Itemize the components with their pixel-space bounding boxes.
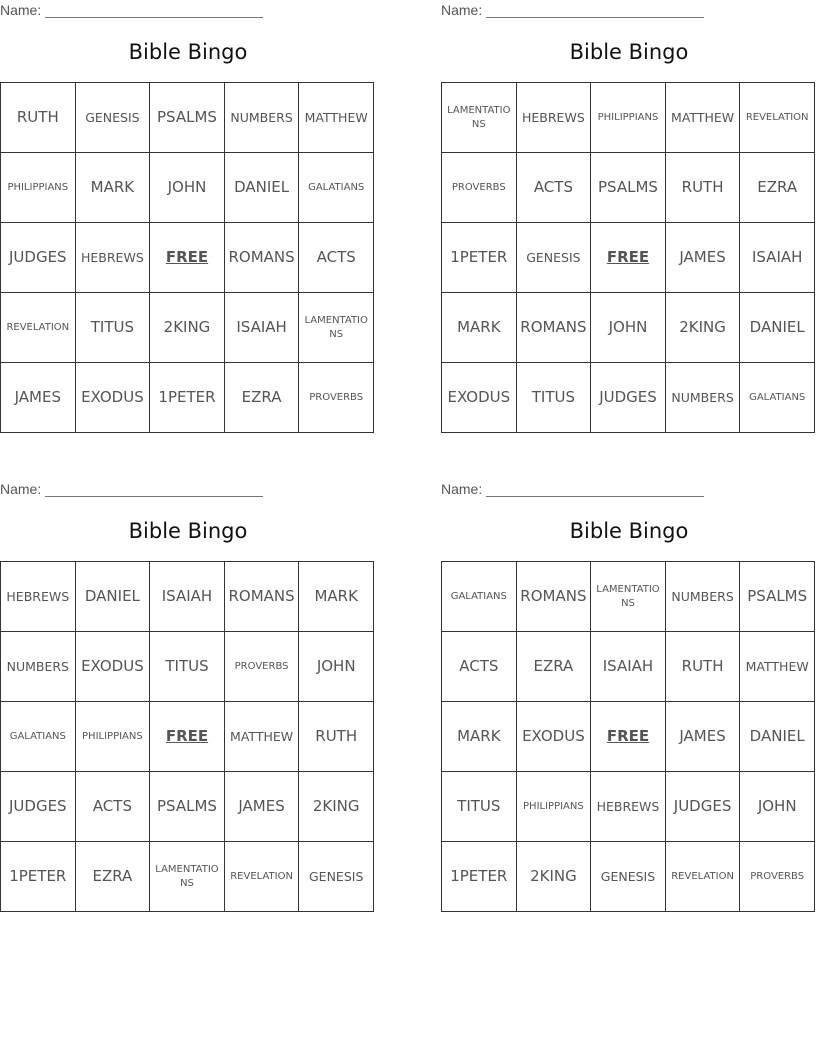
- free-space-cell: FREE: [591, 702, 666, 772]
- bingo-cell: JOHN: [740, 772, 815, 842]
- card-title: Bible Bingo: [569, 40, 689, 64]
- bingo-cell: ACTS: [442, 632, 517, 702]
- name-label: Name:: [0, 481, 42, 497]
- bingo-cell: JAMES: [224, 772, 299, 842]
- bingo-cell: HEBREWS: [591, 772, 666, 842]
- bingo-cell: PHILIPPIANS: [75, 702, 150, 772]
- bingo-cell: 2KING: [665, 293, 740, 363]
- card-title: Bible Bingo: [128, 519, 248, 543]
- free-space-cell: FREE: [591, 223, 666, 293]
- bingo-cell: 1PETER: [442, 223, 517, 293]
- bingo-cell: EZRA: [224, 363, 299, 433]
- bingo-row: [442, 562, 815, 632]
- bingo-cell: MARK: [299, 562, 374, 632]
- bingo-cell: REVELATION: [740, 83, 815, 153]
- bingo-cell: ISAIAH: [224, 293, 299, 363]
- bingo-cell: LAMENTATIONS: [150, 842, 225, 912]
- bingo-cell: PHILIPPIANS: [591, 83, 666, 153]
- bingo-cell: GALATIANS: [299, 153, 374, 223]
- bingo-cell: LAMENTATIONS: [299, 293, 374, 363]
- name-label: Name:: [441, 481, 483, 497]
- name-label: Name:: [0, 2, 42, 18]
- bingo-grid: [0, 82, 374, 433]
- bingo-cell: DANIEL: [740, 702, 815, 772]
- bingo-cell: ACTS: [75, 772, 150, 842]
- bingo-cell: ROMANS: [516, 562, 591, 632]
- bingo-cell: JAMES: [1, 363, 76, 433]
- bingo-cell: GENESIS: [516, 223, 591, 293]
- bingo-cell: DANIEL: [75, 562, 150, 632]
- bingo-cell: PROVERBS: [740, 842, 815, 912]
- free-space-cell: FREE: [150, 702, 225, 772]
- bingo-cell: PSALMS: [740, 562, 815, 632]
- bingo-cell: LAMENTATIONS: [591, 562, 666, 632]
- bingo-cell: EXODUS: [75, 632, 150, 702]
- name-field[interactable]: [0, 2, 263, 20]
- bingo-cell: REVELATION: [665, 842, 740, 912]
- bingo-row: [1, 772, 374, 842]
- bingo-cell: JUDGES: [665, 772, 740, 842]
- bingo-cell: PROVERBS: [299, 363, 374, 433]
- bingo-row: [442, 153, 815, 223]
- bingo-cell: HEBREWS: [75, 223, 150, 293]
- name-blank-line[interactable]: [486, 482, 704, 497]
- name-blank-line[interactable]: [45, 482, 263, 497]
- bingo-cell: EXODUS: [442, 363, 517, 433]
- bingo-cell: 1PETER: [1, 842, 76, 912]
- bingo-cell: HEBREWS: [516, 83, 591, 153]
- bingo-cell: JOHN: [150, 153, 225, 223]
- bingo-row: [442, 223, 815, 293]
- bingo-row: [442, 293, 815, 363]
- bingo-cell: 2KING: [299, 772, 374, 842]
- bingo-cell: EXODUS: [75, 363, 150, 433]
- bingo-cell: MATTHEW: [665, 83, 740, 153]
- bingo-row: [1, 223, 374, 293]
- bingo-cell: EZRA: [75, 842, 150, 912]
- bingo-cell: ROMANS: [224, 223, 299, 293]
- name-blank-line[interactable]: [45, 3, 263, 18]
- bingo-row: [1, 363, 374, 433]
- bingo-cell: REVELATION: [1, 293, 76, 363]
- bingo-row: [442, 702, 815, 772]
- bingo-cell: TITUS: [442, 772, 517, 842]
- bingo-row: [442, 632, 815, 702]
- bingo-cell: ROMANS: [224, 562, 299, 632]
- card-title: Bible Bingo: [569, 519, 689, 543]
- bingo-cell: PSALMS: [591, 153, 666, 223]
- bingo-cell: 1PETER: [442, 842, 517, 912]
- bingo-cell: NUMBERS: [1, 632, 76, 702]
- bingo-cell: 2KING: [150, 293, 225, 363]
- bingo-cell: NUMBERS: [665, 363, 740, 433]
- bingo-cell: JAMES: [665, 223, 740, 293]
- bingo-cell: JAMES: [665, 702, 740, 772]
- bingo-cell: GALATIANS: [442, 562, 517, 632]
- bingo-row: [1, 293, 374, 363]
- bingo-row: [1, 83, 374, 153]
- free-space-cell: FREE: [150, 223, 225, 293]
- bingo-cell: 2KING: [516, 842, 591, 912]
- bingo-row: [1, 153, 374, 223]
- bingo-grid: [441, 82, 815, 433]
- bingo-cell: 1PETER: [150, 363, 225, 433]
- bingo-cell: MATTHEW: [299, 83, 374, 153]
- bingo-cell: PROVERBS: [224, 632, 299, 702]
- name-label: Name:: [441, 2, 483, 18]
- bingo-row: [1, 842, 374, 912]
- bingo-cell: RUTH: [665, 153, 740, 223]
- name-field[interactable]: [441, 2, 704, 20]
- bingo-cell: PHILIPPIANS: [1, 153, 76, 223]
- bingo-cell: TITUS: [150, 632, 225, 702]
- bingo-cell: JUDGES: [1, 223, 76, 293]
- bingo-row: [1, 562, 374, 632]
- bingo-cell: GENESIS: [591, 842, 666, 912]
- bingo-row: [442, 842, 815, 912]
- bingo-cell: JUDGES: [1, 772, 76, 842]
- name-field[interactable]: [441, 481, 704, 499]
- bingo-row: [442, 772, 815, 842]
- bingo-cell: ISAIAH: [150, 562, 225, 632]
- bingo-cell: PSALMS: [150, 772, 225, 842]
- bingo-cell: ISAIAH: [740, 223, 815, 293]
- bingo-cell: MATTHEW: [740, 632, 815, 702]
- name-field[interactable]: [0, 481, 263, 499]
- bingo-cell: MATTHEW: [224, 702, 299, 772]
- bingo-cell: ISAIAH: [591, 632, 666, 702]
- bingo-cell: JOHN: [591, 293, 666, 363]
- bingo-cell: GALATIANS: [1, 702, 76, 772]
- bingo-cell: PSALMS: [150, 83, 225, 153]
- name-blank-line[interactable]: [486, 3, 704, 18]
- bingo-cell: EXODUS: [516, 702, 591, 772]
- bingo-cell: NUMBERS: [665, 562, 740, 632]
- bingo-cell: JUDGES: [591, 363, 666, 433]
- bingo-cell: TITUS: [75, 293, 150, 363]
- bingo-cell: NUMBERS: [224, 83, 299, 153]
- bingo-cell: EZRA: [740, 153, 815, 223]
- bingo-cell: ACTS: [516, 153, 591, 223]
- bingo-cell: RUTH: [665, 632, 740, 702]
- bingo-cell: TITUS: [516, 363, 591, 433]
- bingo-row: [442, 83, 815, 153]
- bingo-cell: RUTH: [1, 83, 76, 153]
- bingo-grid: [0, 561, 374, 912]
- card-title: Bible Bingo: [128, 40, 248, 64]
- bingo-cell: GENESIS: [299, 842, 374, 912]
- bingo-cell: JOHN: [299, 632, 374, 702]
- bingo-cell: DANIEL: [224, 153, 299, 223]
- bingo-cell: MARK: [75, 153, 150, 223]
- bingo-cell: GENESIS: [75, 83, 150, 153]
- bingo-cell: EZRA: [516, 632, 591, 702]
- bingo-cell: HEBREWS: [1, 562, 76, 632]
- bingo-cell: MARK: [442, 293, 517, 363]
- bingo-cell: DANIEL: [740, 293, 815, 363]
- bingo-row: [1, 632, 374, 702]
- bingo-row: [442, 363, 815, 433]
- bingo-cell: PROVERBS: [442, 153, 517, 223]
- bingo-cell: PHILIPPIANS: [516, 772, 591, 842]
- bingo-cell: REVELATION: [224, 842, 299, 912]
- bingo-cell: GALATIANS: [740, 363, 815, 433]
- bingo-cell: RUTH: [299, 702, 374, 772]
- bingo-cell: LAMENTATIONS: [442, 83, 517, 153]
- bingo-grid: [441, 561, 815, 912]
- bingo-cell: MARK: [442, 702, 517, 772]
- bingo-cell: ROMANS: [516, 293, 591, 363]
- bingo-cell: ACTS: [299, 223, 374, 293]
- bingo-row: [1, 702, 374, 772]
